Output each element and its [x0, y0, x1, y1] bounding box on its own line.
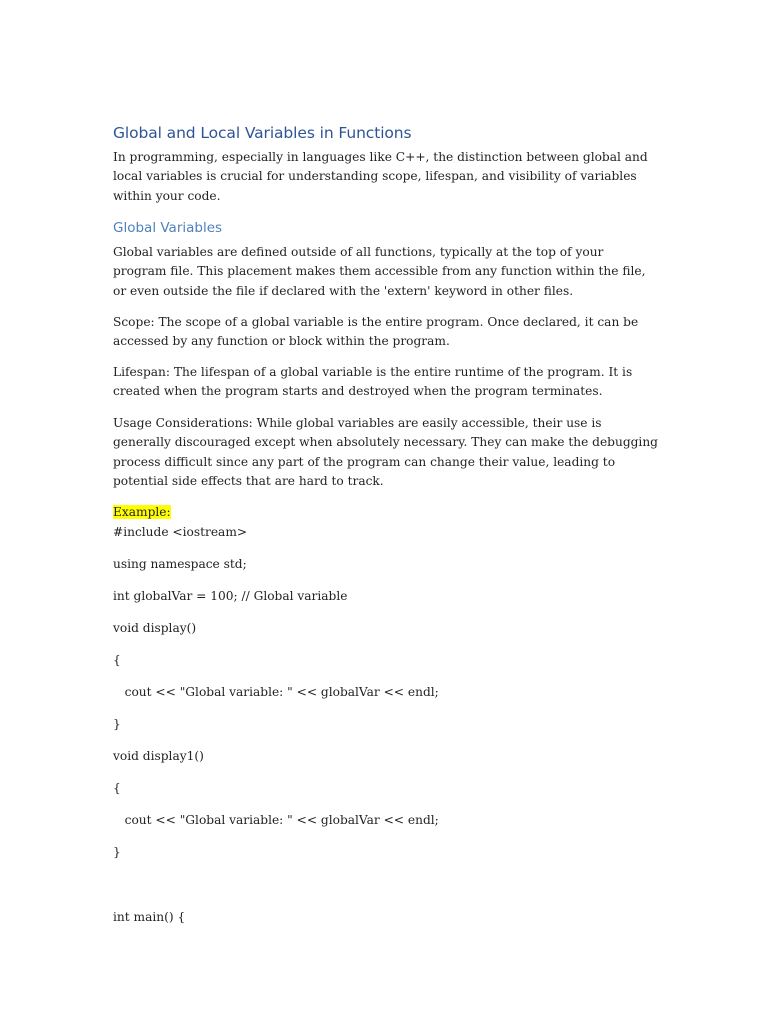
- example-label: [113, 503, 171, 522]
- code-line: using namespace std;: [113, 557, 247, 571]
- code-line: {: [113, 781, 121, 795]
- code-line: cout << "Global variable: " << globalVar << endl;: [113, 685, 439, 699]
- intro-paragraph: In programming, especially in languages like C++, the distinction between global and local variables is crucial for understanding scope, lifespan, and visibility of variables within your code.: [113, 150, 648, 203]
- code-line: void display1(): [113, 749, 204, 763]
- code-line: {: [113, 653, 121, 667]
- section-heading-global-variables: Global Variables: [113, 220, 223, 236]
- code-line: }: [113, 845, 121, 859]
- code-line: void display(): [113, 621, 197, 635]
- code-line: #include <iostream>: [113, 525, 248, 539]
- code-line: int main() {: [113, 910, 186, 924]
- code-line: cout << "Global variable: " << globalVar << endl;: [113, 813, 439, 827]
- highlighted-text: Example:: [113, 505, 171, 519]
- paragraph-usage-considerations: Usage Considerations: While global variables are easily accessible, their use is generally discouraged except when absolutely necessary. They can make the debugging process difficult since any part of the program can change their value, leading to potential side effects that are hard to track.: [113, 416, 658, 488]
- paragraph-scope: Scope: The scope of a global variable is the entire program. Once declared, it can be accessed by any function or block within the program.: [113, 315, 639, 349]
- document-title: Global and Local Variables in Functions: [113, 124, 412, 142]
- code-line: }: [113, 717, 121, 731]
- code-line: int globalVar = 100; // Global variable: [113, 589, 348, 603]
- paragraph-lifespan: Lifespan: The lifespan of a global variable is the entire runtime of the program. It is created when the program starts and destroyed when the program terminates.: [113, 365, 633, 399]
- paragraph-definition: Global variables are defined outside of all functions, typically at the top of your program file. This placement makes them accessible from any function within the file, or even outside the file if declared with the 'extern' keyword in other files.: [113, 245, 646, 298]
